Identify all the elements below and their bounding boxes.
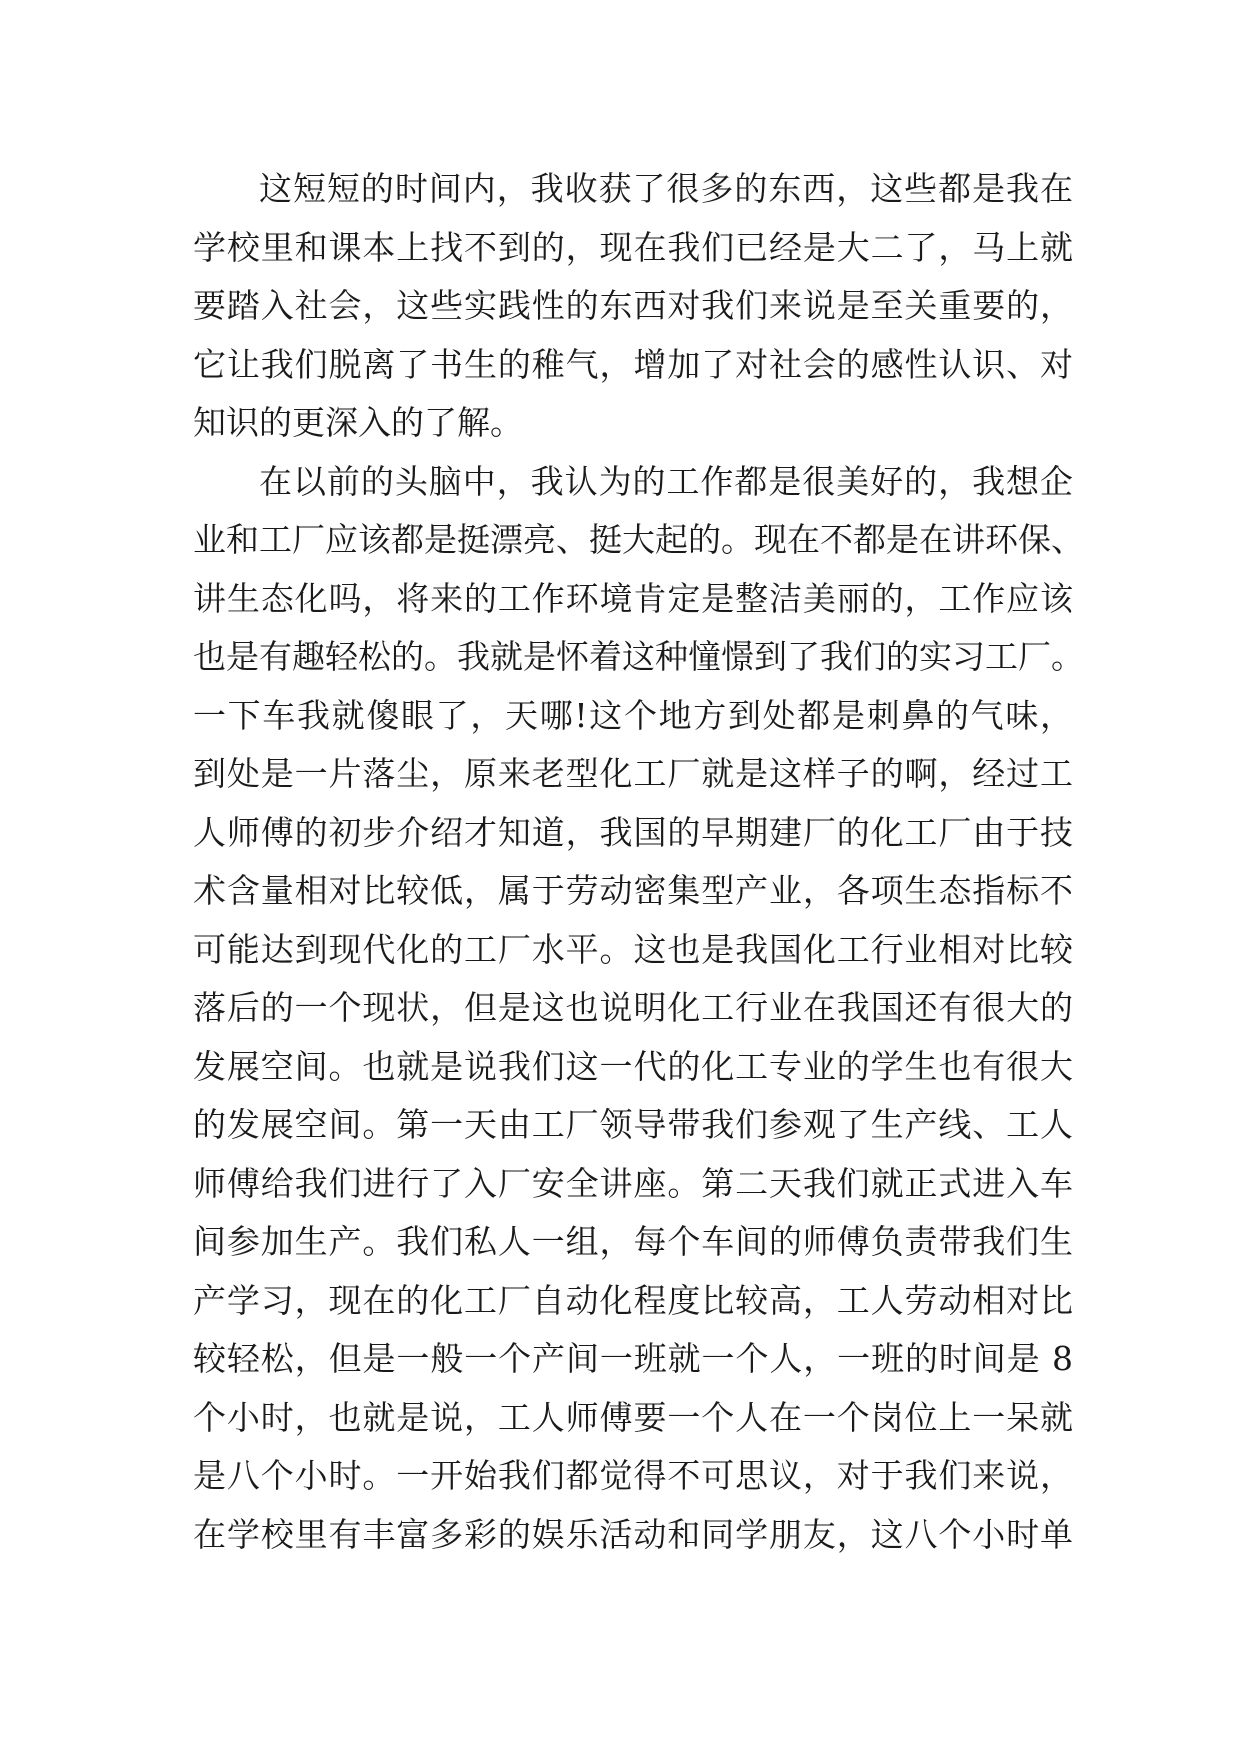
text-line: 一下车我就傻眼了，天哪!这个地方到处都是刺鼻的气味， bbox=[193, 695, 1073, 735]
text-line: 在以前的头脑中，我认为的工作都是很美好的，我想企 bbox=[259, 461, 1073, 501]
text-line: 间参加生产。我们私人一组，每个车间的师傅负责带我们生 bbox=[193, 1222, 1073, 1261]
text-line: 学校里和课本上找不到的，现在我们已经是大二了，马上就 bbox=[193, 227, 1073, 267]
text-line: 落后的一个现状，但是这也说明化工行业在我国还有很大的 bbox=[193, 988, 1073, 1027]
text-line: 也是有趣轻松的。我就是怀着这种憧憬到了我们的实习工厂。 bbox=[193, 637, 1084, 676]
text-line: 在学校里有丰富多彩的娱乐活动和同学朋友，这八个小时单 bbox=[193, 1514, 1073, 1554]
text-line: 到处是一片落尘，原来老型化工厂就是这样子的啊，经过工 bbox=[193, 754, 1073, 793]
text-line: 师傅给我们进行了入厂安全讲座。第二天我们就正式进入车 bbox=[193, 1163, 1073, 1203]
text-line: 的发展空间。第一天由工厂领导带我们参观了生产线、工人 bbox=[193, 1105, 1073, 1144]
text-line: 它让我们脱离了书生的稚气，增加了对社会的感性认识、对 bbox=[193, 344, 1073, 384]
text-line: 发展空间。也就是说我们这一代的化工专业的学生也有很大 bbox=[193, 1046, 1073, 1086]
text-line: 这短短的时间内，我收获了很多的东西，这些都是我在 bbox=[259, 169, 1073, 208]
text-line: 术含量相对比较低，属于劳动密集型产业，各项生态指标不 bbox=[193, 871, 1073, 910]
text-line: 知识的更深入的了解。 bbox=[193, 403, 523, 442]
text-line: 要踏入社会，这些实践性的东西对我们来说是至关重要的， bbox=[193, 286, 1073, 325]
text-line: 个小时，也就是说，工人师傅要一个人在一个岗位上一呆就 bbox=[193, 1397, 1073, 1437]
text-line: 是八个小时。一开始我们都觉得不可思议，对于我们来说， bbox=[193, 1456, 1073, 1495]
text-line: 讲生态化吗，将来的工作环境肯定是整洁美丽的，工作应该 bbox=[193, 578, 1073, 618]
paragraph-1 bbox=[193, 160, 1073, 453]
text-line: 产学习，现在的化工厂自动化程度比较高，工人劳动相对比 bbox=[193, 1280, 1073, 1320]
text-line: 较轻松，但是一般一个产间一班就一个人，一班的时间是 8 bbox=[193, 1339, 1073, 1378]
text-line: 人师傅的初步介绍才知道，我国的早期建厂的化工厂由于技 bbox=[193, 812, 1073, 852]
paragraph-2 bbox=[193, 453, 1084, 1565]
text-line: 业和工厂应该都是挺漂亮、挺大起的。现在不都是在讲环保、 bbox=[193, 520, 1084, 559]
document-body bbox=[193, 160, 1084, 1564]
text-line: 可能达到现代化的工厂水平。这也是我国化工行业相对比较 bbox=[193, 929, 1073, 969]
